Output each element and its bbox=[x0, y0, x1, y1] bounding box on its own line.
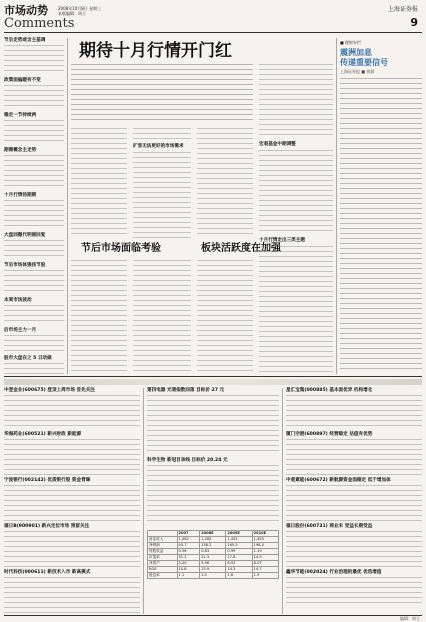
report-title-1: 第四电器 光谐指数回落 目标价 27 元 bbox=[147, 388, 225, 393]
ad-banner-strip bbox=[4, 379, 422, 385]
page-number: 9 bbox=[410, 16, 418, 29]
masthead-rule bbox=[4, 32, 422, 33]
table-cell: 138.2 bbox=[200, 543, 226, 549]
table-cell: 17.8 bbox=[226, 555, 252, 561]
right-column-title-2: 传递重要信号 bbox=[340, 58, 388, 67]
table-cell: 1,285 bbox=[200, 537, 226, 543]
report-title-2: 科学生物 新冠目录线 目标价 20.24 元 bbox=[147, 458, 228, 463]
section-title-en: Comments bbox=[4, 16, 75, 31]
table-cell: 净利润 bbox=[148, 543, 178, 549]
left-headline-2: 政策面偏暖有不变 bbox=[4, 78, 41, 83]
main-col-3 bbox=[197, 128, 253, 238]
left-headline-7: 节后市场体强扬节股 bbox=[4, 263, 46, 268]
main-col-4 bbox=[259, 150, 333, 234]
bottom-middle-column bbox=[147, 388, 279, 614]
left-column bbox=[4, 38, 64, 374]
main-col-2b bbox=[133, 152, 191, 238]
table-cell: 13.9 bbox=[200, 567, 226, 573]
table-cell: 31.2 bbox=[177, 555, 200, 561]
report-2-text bbox=[147, 465, 279, 525]
report-1-text bbox=[147, 395, 279, 455]
left-headline-8: 本周市场波动 bbox=[4, 298, 32, 303]
main-side-text bbox=[259, 64, 333, 138]
table-cell: 5.98 bbox=[200, 561, 226, 567]
column-divider-left bbox=[67, 38, 68, 374]
stock-item-4-text bbox=[4, 531, 140, 567]
pick-item-3-text bbox=[286, 485, 422, 521]
right-column bbox=[340, 38, 422, 374]
left-headline-9: 后市场主力一月 bbox=[4, 328, 37, 333]
bottom-right-column bbox=[286, 388, 422, 614]
table-cell: 10.8 bbox=[177, 567, 200, 573]
main-lede bbox=[71, 64, 253, 122]
table-cell: 每股收益 bbox=[148, 549, 178, 555]
main-title: 期待十月行情开门红 bbox=[79, 41, 232, 61]
column-divider-right bbox=[336, 38, 337, 374]
left-text-5 bbox=[4, 200, 64, 230]
table-cell: 14.3 bbox=[226, 567, 252, 573]
subhead-october-themes: 十月行情走出三类主题 bbox=[259, 238, 305, 243]
left-text-9 bbox=[4, 335, 64, 353]
stock-item-5: 时代科技(000611) 新技术入市 新高模式 bbox=[4, 570, 91, 575]
table-cell: 1.1 bbox=[177, 573, 200, 579]
right-column-byline: 上海证券报 ■ 钱翔 bbox=[340, 69, 375, 74]
right-column-title-1: 震洲加息 bbox=[340, 48, 372, 57]
pick-item-4: 福日股份(600731) 商业未 受益长期受益 bbox=[286, 524, 373, 529]
table-cell: 1.4 bbox=[200, 573, 226, 579]
forecast-table bbox=[147, 530, 279, 579]
left-text-2 bbox=[4, 85, 64, 110]
table-cell: 1.19 bbox=[252, 549, 278, 555]
table-cell: 净资产 bbox=[148, 561, 178, 567]
table-cell: 1,062 bbox=[177, 537, 200, 543]
table-cell: 0.83 bbox=[200, 549, 226, 555]
section-title: 市场动势 bbox=[4, 4, 48, 17]
left-headline-10: 股市大盘在之 5 日动做 bbox=[4, 356, 52, 361]
table-cell: 6.93 bbox=[226, 561, 252, 567]
pick-item-2-text bbox=[286, 439, 422, 475]
table-cell: 营业收入 bbox=[148, 537, 178, 543]
table-header-cell: 2008E bbox=[200, 531, 226, 537]
left-text-10 bbox=[4, 363, 64, 374]
issue-date: 2008年10月8日 星期三 bbox=[58, 6, 102, 11]
bottom-divider-2 bbox=[282, 388, 283, 614]
table-cell: 1.9 bbox=[252, 573, 278, 579]
table-header-cell: 2007 bbox=[177, 531, 200, 537]
left-text-8 bbox=[4, 305, 64, 325]
table-cell: 8.07 bbox=[252, 561, 278, 567]
table-row bbox=[148, 573, 279, 579]
subhead-demand: 扩容无法更好的市场需求 bbox=[133, 144, 184, 149]
pick-item-5-text bbox=[286, 577, 422, 607]
stock-item-3: 宁波银行(002142) 优质银行股 资金青睐 bbox=[4, 478, 91, 483]
pick-item-3: 中观素能(600672) 新航源资金面稳定 低于增加体 bbox=[286, 478, 391, 483]
stock-item-1-text bbox=[4, 395, 140, 429]
left-headline-6: 大盘回撤代明刚回复 bbox=[4, 233, 46, 238]
main-col-1 bbox=[71, 128, 127, 238]
right-column-body bbox=[340, 78, 422, 372]
left-text-6 bbox=[4, 240, 64, 260]
main-col-2 bbox=[133, 128, 191, 142]
main-story bbox=[71, 38, 333, 374]
stock-item-2-text bbox=[4, 439, 140, 475]
table-cell: 14.9 bbox=[252, 555, 278, 561]
table-cell: 1,655 bbox=[252, 537, 278, 543]
table-header-cell: 2009E bbox=[226, 531, 252, 537]
left-text-3 bbox=[4, 120, 64, 145]
table-cell: 1,455 bbox=[226, 537, 252, 543]
subhead-sector-active: 板块活跃度在加强 bbox=[201, 243, 281, 254]
pick-item-2: 厦门空港(600897) 经营稳定 估值有优势 bbox=[286, 432, 373, 437]
stock-item-1: 中登金业(600675) 登顶上周市场 首先关注 bbox=[4, 388, 95, 393]
left-headline-5: 十月行情扬期期 bbox=[4, 193, 37, 198]
subhead-market-test: 节后市场面临考验 bbox=[81, 243, 161, 254]
left-text-4 bbox=[4, 155, 64, 190]
table-cell: 198.0 bbox=[252, 543, 278, 549]
issue-editor: 本版编辑：周立 bbox=[58, 11, 86, 16]
left-headline-3: 稳定一节持续两 bbox=[4, 113, 37, 118]
table-cell: 165.5 bbox=[226, 543, 252, 549]
table-header-cell: 2010E bbox=[252, 531, 278, 537]
left-text-1 bbox=[4, 45, 64, 75]
stock-item-4: 福日B(900901) 新兴定位市场 预留关注 bbox=[4, 524, 90, 529]
stock-item-3-text bbox=[4, 485, 140, 521]
table-cell: 股息率 bbox=[148, 573, 178, 579]
table-cell: 1.6 bbox=[226, 573, 252, 579]
stock-item-2: 华海药业(600521) 新兴财政 新能源 bbox=[4, 432, 82, 437]
table-cell: ROE bbox=[148, 567, 178, 573]
pick-item-5: 鑫华节能(002024) 行业治理的最优 优选增值 bbox=[286, 570, 382, 575]
pick-item-1-text bbox=[286, 395, 422, 429]
main-col-6 bbox=[133, 260, 191, 372]
table-cell: 0.56 bbox=[177, 549, 200, 555]
left-headline-4: 期需概念主走势 bbox=[4, 148, 37, 153]
table-cell: 5.20 bbox=[177, 561, 200, 567]
left-text-7 bbox=[4, 270, 64, 295]
footer-editor: 编辑：周立 bbox=[400, 616, 420, 621]
pick-item-1: 星汇宝集(000885) 基本面优异 机构增仓 bbox=[286, 388, 373, 393]
table-cell: 14.7 bbox=[252, 567, 278, 573]
main-col-7 bbox=[197, 260, 253, 372]
bottom-divider-1 bbox=[143, 388, 144, 614]
pick-item-4-text bbox=[286, 531, 422, 567]
main-col-5 bbox=[71, 260, 127, 372]
table-cell: 市盈率 bbox=[148, 555, 178, 561]
left-headline-1: 节后走势或含主基调 bbox=[4, 38, 46, 43]
right-column-label: ■ 理财专栏 bbox=[340, 40, 362, 45]
table-cell: 0.99 bbox=[226, 549, 252, 555]
table-cell: 93.7 bbox=[177, 543, 200, 549]
stock-item-5-text bbox=[4, 577, 140, 613]
main-col-8 bbox=[259, 246, 333, 372]
paper-name: 上海证券报 bbox=[387, 6, 418, 13]
table-cell: 21.3 bbox=[200, 555, 226, 561]
subhead-macro-fund: 宏观基金中期调整 bbox=[259, 142, 296, 147]
bottom-left-column bbox=[4, 388, 140, 614]
section-rule-bottom bbox=[4, 376, 422, 377]
